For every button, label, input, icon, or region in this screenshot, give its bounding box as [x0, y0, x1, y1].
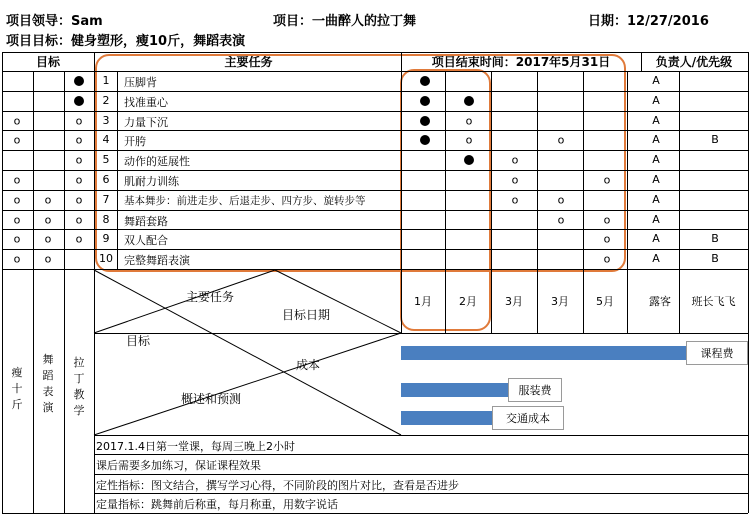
task-name: 动作的延展性	[124, 155, 190, 169]
cost-bar-label: 服装费	[508, 378, 562, 402]
owner-a: A	[652, 212, 660, 226]
goal-open-circle: o	[75, 133, 83, 147]
owner-a: A	[652, 153, 660, 167]
owner-a: A	[652, 93, 660, 107]
cost-bar-label: 课程费	[686, 341, 748, 365]
owner-a: A	[652, 252, 660, 266]
owner-a: A	[652, 232, 660, 246]
task-name: 力量下沉	[124, 115, 168, 129]
col-endtime-header: 项目结束时间：2017年5月31日	[431, 55, 611, 69]
month-label: 3月	[551, 295, 569, 308]
task-number: 7	[102, 192, 110, 206]
task-number: 1	[102, 73, 110, 87]
task-number: 2	[102, 93, 110, 107]
task-number: 4	[102, 133, 110, 147]
owner-a: A	[652, 133, 660, 147]
timeline-open-circle: o	[603, 232, 611, 246]
task-name: 开胯	[124, 135, 146, 149]
diagram-summary: 概述和预测	[181, 392, 242, 406]
task-number: 10	[99, 252, 113, 266]
task-name: 压脚背	[124, 75, 157, 89]
goal-open-circle: o	[13, 173, 21, 187]
diagonal-line	[94, 270, 275, 333]
task-name: 找准重心	[124, 95, 168, 109]
diagram-main-tasks: 主要任务	[186, 290, 235, 304]
col-goal-header: 目标	[35, 55, 60, 69]
task-name: 肌耐力训练	[124, 174, 179, 188]
timeline-open-circle: o	[465, 133, 473, 147]
timeline-open-circle: o	[557, 213, 565, 226]
diagram-target-date: 目标日期	[282, 308, 331, 322]
timeline-open-circle: o	[511, 173, 519, 187]
project-name: 项目：一曲醉人的拉丁舞	[273, 14, 417, 29]
task-number: 6	[102, 172, 110, 186]
goal-open-circle: o	[13, 252, 21, 266]
goal-open-circle: o	[13, 193, 21, 207]
owner-a: A	[652, 172, 660, 186]
task-name: 双人配合	[124, 234, 168, 248]
col-tasks-header: 主要任务	[224, 55, 273, 69]
timeline-open-circle: o	[603, 173, 611, 187]
goal-open-circle: o	[44, 252, 52, 266]
priority-b: B	[711, 232, 719, 246]
task-number: 5	[102, 153, 110, 167]
goal-open-circle: o	[13, 133, 21, 147]
month-label: 3月	[505, 295, 523, 308]
project-goal: 项目目标：健身塑形，瘦10斤，舞蹈表演	[6, 34, 246, 49]
goal-open-circle: o	[75, 173, 83, 187]
timeline-open-circle: o	[511, 153, 519, 167]
diagonal-line	[94, 333, 401, 435]
timeline-open-circle: o	[557, 133, 565, 147]
goal-open-circle: o	[75, 114, 83, 127]
owner-a: A	[652, 73, 660, 87]
task-number: 8	[102, 212, 110, 226]
owner-label: 露客	[649, 295, 671, 308]
note-line: 2017.1.4日第一堂课，每周三晚上2小时	[96, 440, 295, 453]
note-line: 课后需要多加练习，保证课程效果	[96, 459, 261, 472]
owner-label: 班长飞飞	[691, 295, 736, 308]
month-label: 2月	[459, 295, 477, 308]
goal-open-circle: o	[13, 232, 21, 246]
month-label: 5月	[596, 295, 614, 308]
project-date: 日期：12/27/2016	[588, 14, 709, 29]
goal-open-circle: o	[75, 213, 83, 226]
note-line: 定性指标：图文结合，撰写学习心得，不同阶段的图片对比，查看是否进步	[96, 479, 459, 492]
timeline-open-circle: o	[465, 114, 473, 127]
task-number: 3	[102, 113, 110, 127]
owner-a: A	[652, 113, 660, 127]
priority-b: B	[711, 252, 719, 266]
diagram-goal: 目标	[126, 334, 151, 348]
diagonal-line	[94, 270, 401, 435]
task-name: 基本舞步：前进走步、后退走步、四方步、旋转步等	[124, 194, 366, 207]
note-line: 定量指标：跳舞前后称重，每月称重，用数字说话	[96, 498, 338, 511]
project-leader: 项目领导：Sam	[6, 14, 103, 29]
col-owner-header: 负责人/优先级	[655, 55, 733, 69]
goal-open-circle: o	[44, 193, 52, 207]
vertical-goal-label: 舞 蹈 表 演	[42, 353, 54, 414]
goal-open-circle: o	[44, 213, 52, 226]
priority-b: B	[711, 133, 719, 147]
diagram-cost: 成本	[296, 358, 321, 372]
goal-open-circle: o	[75, 193, 83, 207]
goal-open-circle: o	[75, 232, 83, 246]
cost-bar-label: 交通成本	[492, 406, 564, 430]
goal-open-circle: o	[44, 232, 52, 246]
owner-a: A	[652, 192, 660, 206]
timeline-open-circle: o	[603, 213, 611, 226]
vertical-goal-label: 瘦 十 斤	[11, 366, 23, 411]
timeline-open-circle: o	[603, 252, 611, 266]
goal-open-circle: o	[13, 114, 21, 127]
timeline-open-circle: o	[557, 193, 565, 207]
vertical-goal-label: 拉 丁 教 学	[73, 356, 85, 417]
task-name: 完整舞蹈表演	[124, 254, 190, 268]
goal-open-circle: o	[75, 153, 83, 167]
month-label: 1月	[414, 295, 432, 308]
task-number: 9	[102, 232, 110, 246]
diagonal-line	[275, 270, 401, 333]
goal-open-circle: o	[13, 213, 21, 226]
timeline-open-circle: o	[511, 193, 519, 207]
task-name: 舞蹈套路	[124, 214, 168, 228]
